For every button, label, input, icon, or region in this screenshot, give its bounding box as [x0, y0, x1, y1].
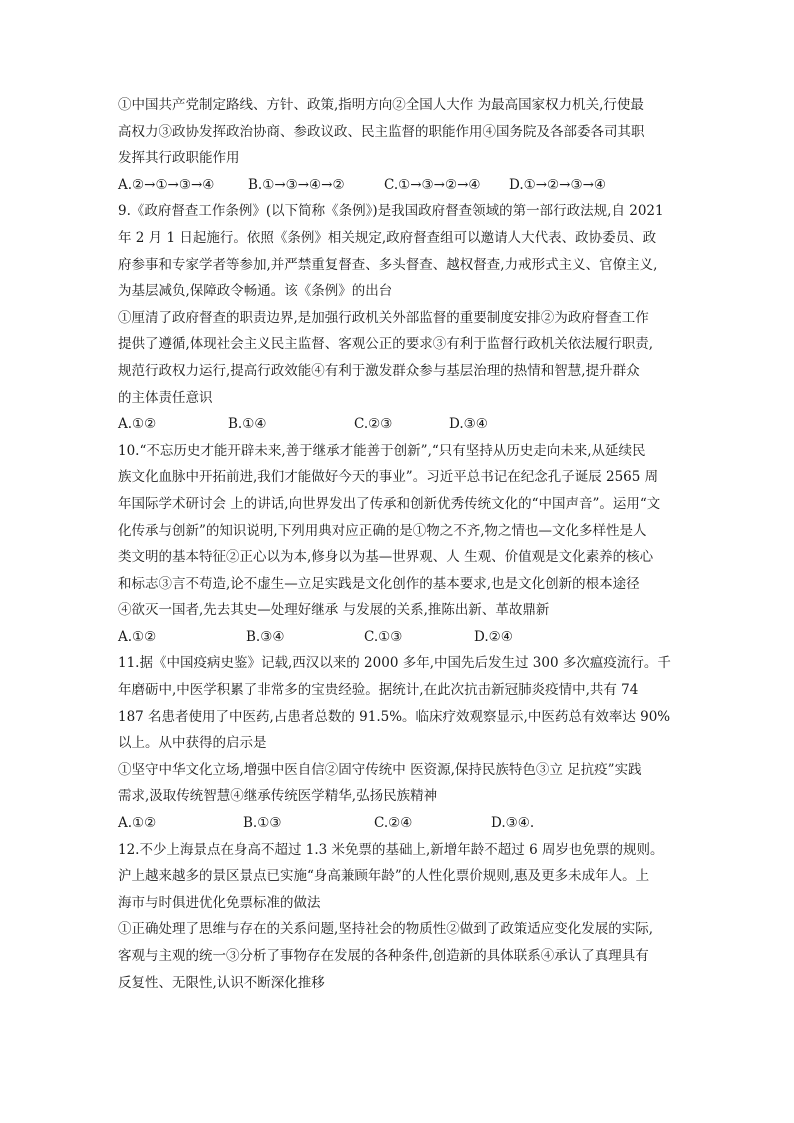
q10-line: 族文化血脉中开拓前进,我们才能做好今天的事业”。习近平总书记在纪念孔子诞辰 2565 周: [118, 469, 659, 486]
q10-option-a: A.①②: [118, 628, 157, 645]
q12-stem: [118, 837, 678, 917]
q10-option-c: C.①③: [364, 628, 403, 645]
q10-line: 和标志③言不苟造,论不虚生—立足实践是文化创作的基本要求,也是文化创新的根本途径: [118, 575, 640, 592]
q11-stmt-line: 需求,汲取传统智慧④继承传统医学精华,弘扬民族精神: [118, 788, 438, 805]
q8-option-d: D.①→②→③→④: [509, 176, 606, 193]
q11-stem-line: 187 名患者使用了中医药,占患者总数的 91.5%。临床疗效观察显示,中医药总有效率达 90%: [118, 708, 671, 725]
q9-option-b: B.①④: [228, 416, 267, 433]
q9-stmt-line: 提供了遵循,体现社会主义民主监督、客观公正的要求③有利于监督行政机关依法履行职责,: [118, 336, 654, 353]
q11-stmt-line: ①坚守中华文化立场,增强中医自信②固守传统中 医资源,保持民族特色③立 足抗疫”实践: [118, 761, 642, 778]
q10-line: 类文明的基本特征②正心以为本,修身以为基—世界观、人 生观、价值观是文化素养的核心: [118, 549, 654, 566]
q10-line: 化传承与创新”的知识说明,下列用典对应正确的是①物之不齐,物之情也—文化多样性是人: [118, 522, 647, 539]
q9-stmt-line: 的主体责任意识: [118, 389, 213, 406]
q11-option-b: B.①③: [243, 815, 282, 832]
q8-options: [118, 172, 678, 199]
q8-option-c: C.①→③→②→④: [384, 176, 481, 193]
q9-stem: [118, 198, 678, 304]
q9-stmt-line: 规范行政权力运行,提高行政效能④有利于激发群众参与基层治理的热情和智慧,提升群众: [118, 362, 640, 379]
q8-option-b: B.①→③→④→②: [248, 176, 345, 193]
q11-option-c: C.②④: [374, 815, 413, 832]
q8-stmt-line: 高权力③政协发挥政治协商、参政议政、民主监督的职能作用④国务院及各部委各司其职: [118, 123, 645, 140]
q12-stem-line: 12.不少上海景点在身高不超过 1.3 米免票的基础上,新增年龄不超过 6 周岁也免票的规则。: [118, 841, 664, 858]
q9-statements: [118, 305, 678, 411]
q9-stem-line: 为基层减负,保障政令畅通。该《条例》的出台: [118, 283, 393, 300]
q10-line: 10.“不忘历史才能开辟未来,善于继承才能善于创新”,“只有坚持从历史走向未来,从延续民: [118, 442, 646, 459]
q12-stmt-line: ①正确处理了思维与存在的关系问题,坚持社会的物质性②做到了政策适应变化发展的实际,: [118, 921, 654, 938]
q9-stmt-line: ①厘清了政府督查的职责边界,是加强行政机关外部监督的重要制度安排②为政府督查工作: [118, 309, 649, 326]
q11-statements: [118, 757, 678, 810]
q10-options: [118, 624, 678, 651]
q10-option-b: B.③④: [246, 628, 285, 645]
q8-stmt-line: ①中国共产党制定路线、方针、政策,指明方向②全国人大作 为最高国家权力机关,行使最: [118, 97, 644, 113]
q8-statements: [118, 92, 678, 172]
q9-option-d: D.③④: [449, 416, 488, 433]
page-content: [118, 92, 678, 996]
q11-stem-line: 年磨砺中,中医学积累了非常多的宝贵经验。据统计,在此次抗击新冠肺炎疫情中,共有 74: [118, 682, 639, 699]
q11-stem: [118, 650, 678, 756]
q12-statements: [118, 916, 678, 996]
q9-option-c: C.②③: [354, 416, 393, 433]
q11-option-d: D.③④.: [491, 815, 535, 832]
q11-stem-line: 以上。从中获得的启示是: [118, 735, 267, 752]
q11-stem-line: 11.据《中国疫病史鉴》记载,西汉以来的 2000 多年,中国先后发生过 300 多次瘟疫流行。千: [118, 655, 671, 672]
q9-stem-line: 9.《政府督查工作条例》(以下简称《条例》)是我国政府督查领域的第一部行政法规,自 2021: [118, 203, 664, 220]
q8-option-a: A.②→①→③→④: [118, 176, 215, 193]
q9-stem-line: 年 2 月 1 日起施行。依照《条例》相关规定,政府督查组可以邀请人大代表、政协委员、政: [118, 229, 657, 246]
q9-options: [118, 411, 678, 438]
q10-line: ④欲灭一国者,先去其史—处理好继承 与发展的关系,推陈出新、革故鼎新: [118, 602, 550, 619]
q12-stem-line: 海市与时俱进优化免票标准的做法: [118, 894, 321, 911]
q10-stem: [118, 438, 678, 624]
q12-stmt-line: 客观与主观的统一③分析了事物存在发展的各种条件,创造新的具体联系④承认了真理具有: [118, 948, 649, 964]
q8-stmt-line: 发挥其行政职能作用: [118, 150, 240, 167]
q11-option-a: A.①②: [118, 815, 157, 832]
q12-stem-line: 沪上越来越多的景区景点已实施“身高兼顾年龄”的人性化票价规则,惠及更多未成年人。上: [118, 868, 650, 885]
q9-stem-line: 府参事和专家学者等参加,并严禁重复督查、多头督查、越权督查,力戒形式主义、官僚主义,: [118, 256, 658, 273]
q9-option-a: A.①②: [118, 416, 157, 433]
q12-stmt-line: 反复性、无限性,认识不断深化推移: [118, 974, 325, 991]
q10-line: 年国际学术研讨会 上的讲话,向世界发出了传承和创新优秀传统文化的“中国声音”。运用“文: [118, 495, 661, 512]
q10-option-d: D.②④: [474, 628, 513, 645]
q11-options: [118, 810, 678, 837]
